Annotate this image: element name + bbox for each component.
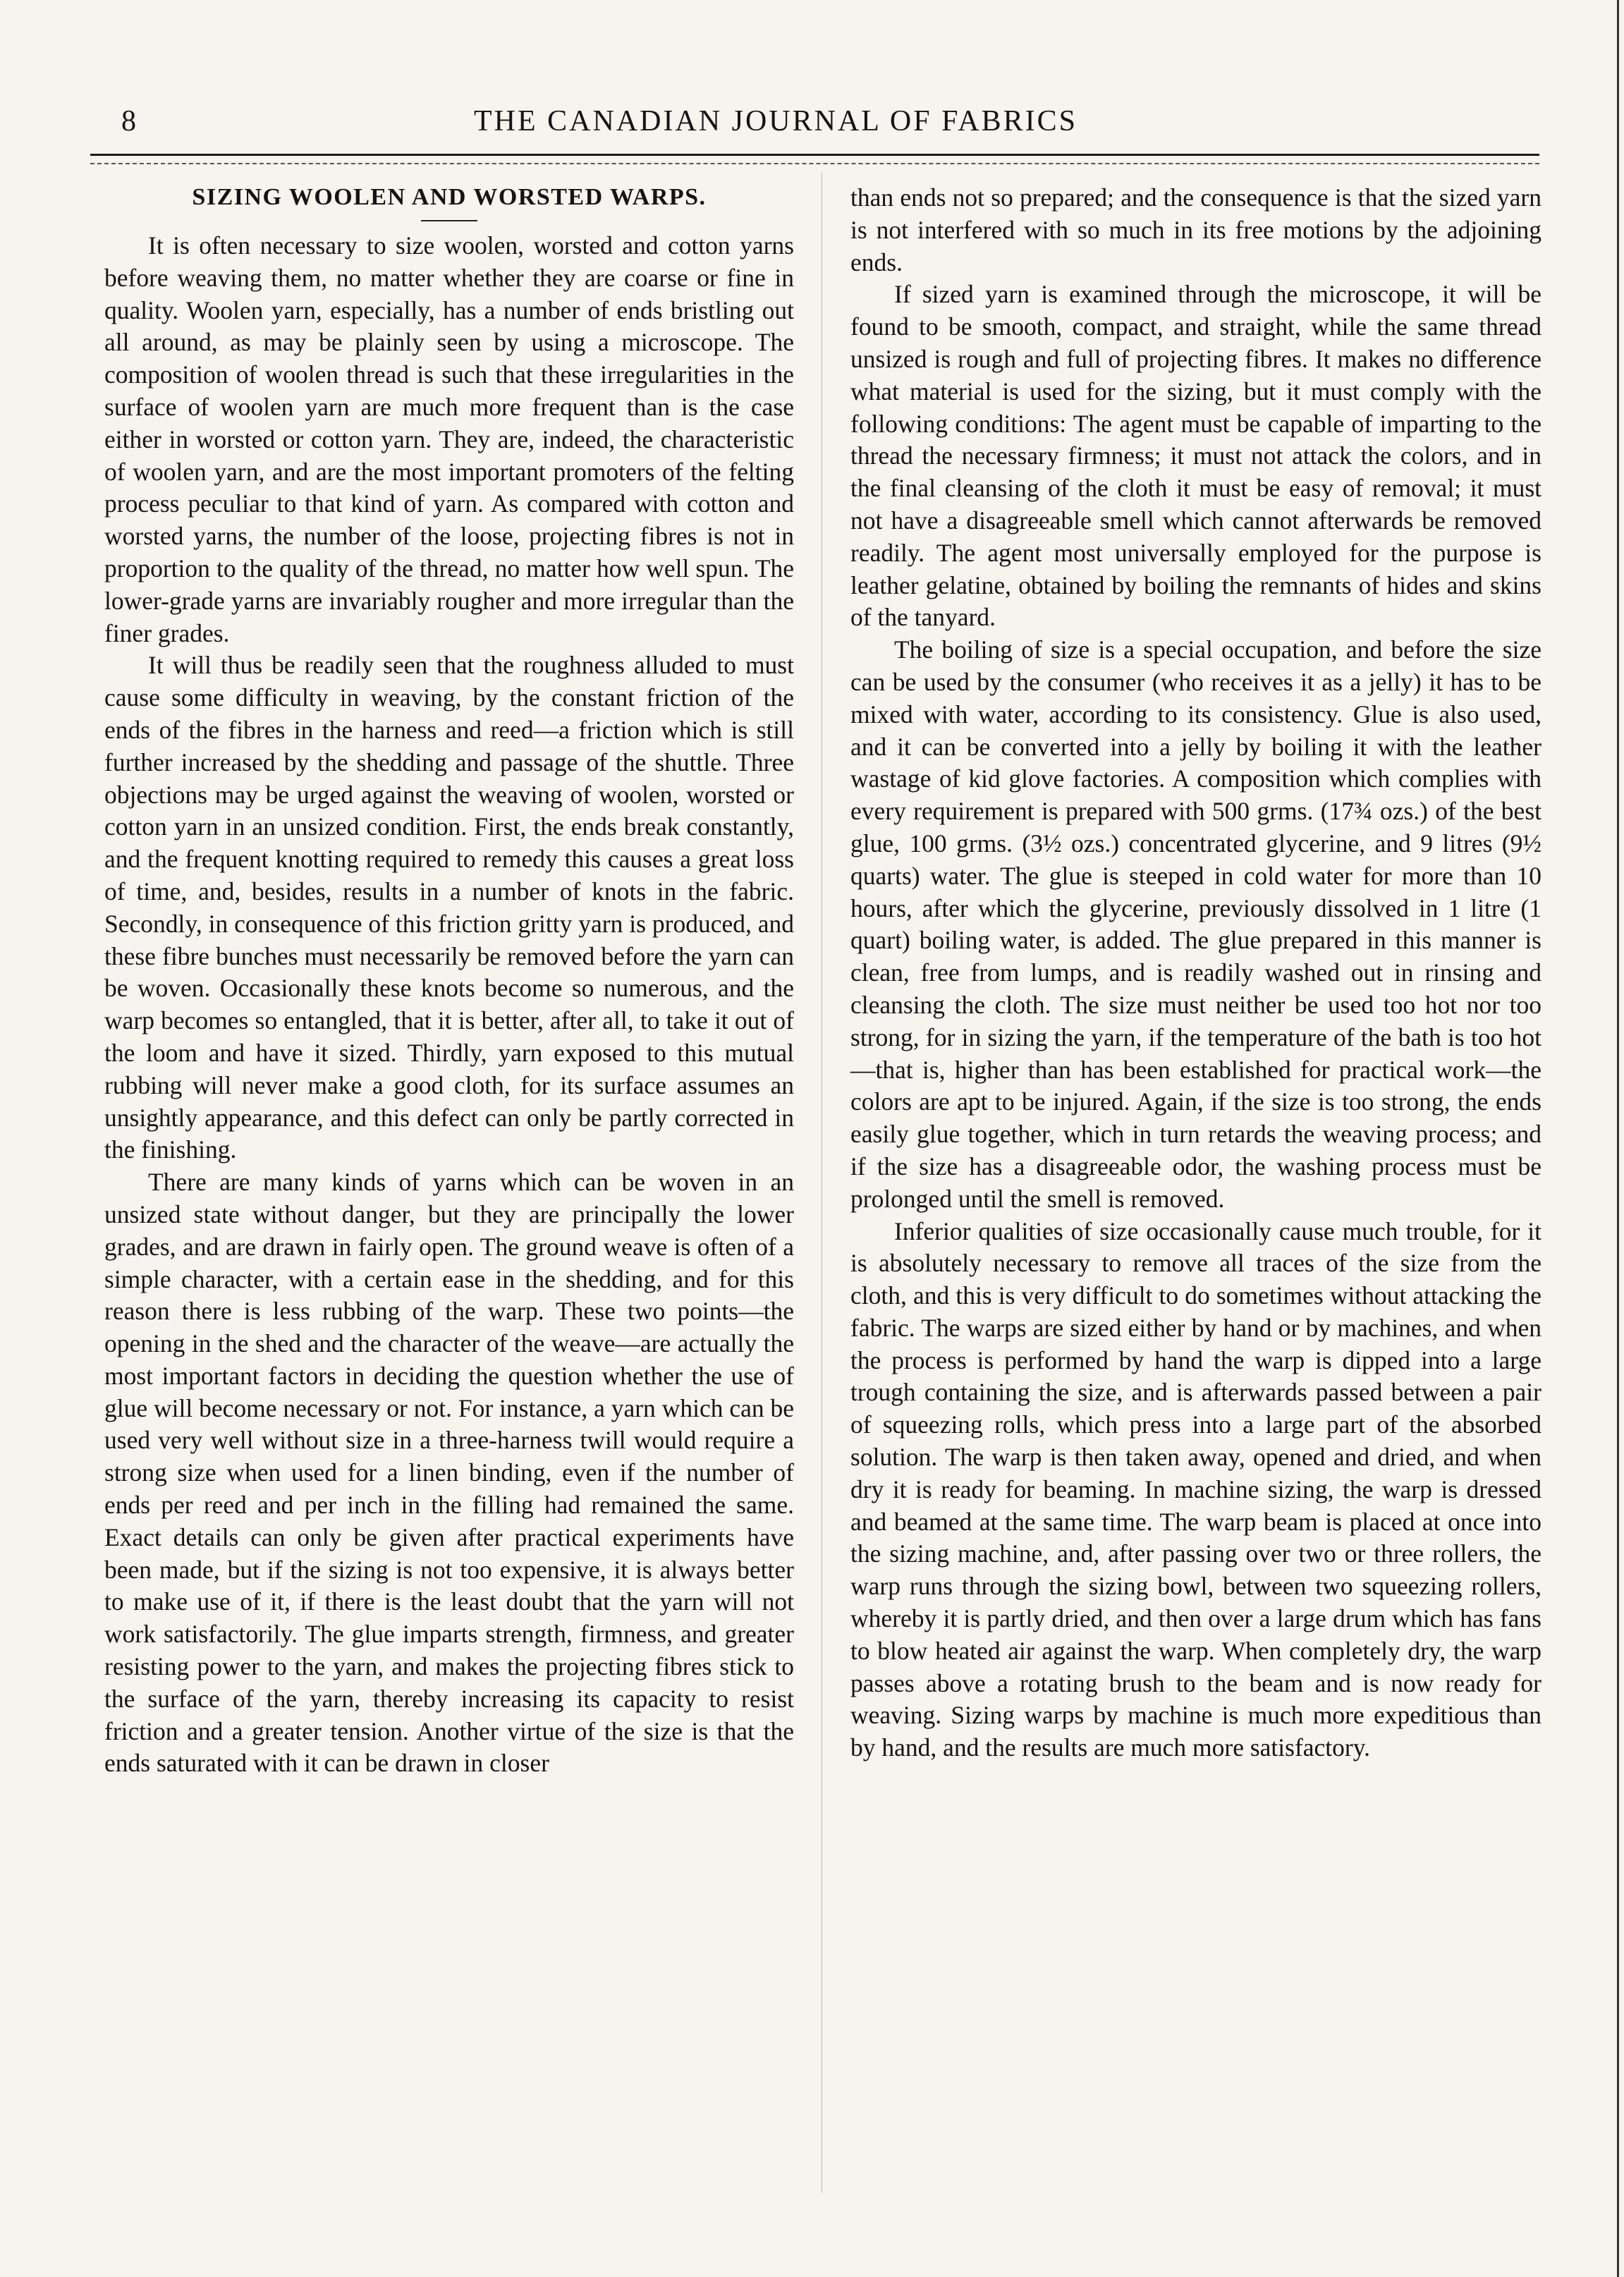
running-head: THE CANADIAN JOURNAL OF FABRICS	[473, 105, 1078, 138]
header-rule	[90, 154, 1539, 156]
paragraph: There are many kinds of yarns which can be woven in an unsized state without danger, but they are principally the lower grades, and are drawn in fairly open. The ground weave is often of a simple character, with a certain ease in the shedding, and for this reason there is less rubbing of the warp. These two points—the opening in the shed and the character of the weave—are actually the most important factors in deciding the question whether the use of glue will become necessary or not. For instance, a yarn which can be used very well without size in a three-harness twill would require a strong size when used for a linen binding, even if the number of ends per reed and per inch in the filling had remained the same. Exact details can only be given after practical experiments have been made, but if the sizing is not too expensive, it is always better to make use of it, if there is the least doubt that the yarn will not work satisfactorily. The glue imparts strength, firmness, and greater resisting power to the yarn, and makes the projecting fibres stick to the surface of the yarn, thereby increasing its capacity to resist friction and a greater tension. Another virtue of the size is that the ends saturated with it can be drawn in closer	[104, 1168, 794, 1778]
paragraph: Inferior qualities of size occasionally cause much trouble, for it is absolutely necessary to remove all traces of the size from the cloth, and this is very difficult to do sometimes without attacking the fabric. The warps are sized either by hand or by machines, and when the process is performed by hand the warp is dipped into a large trough containing the size, and is afterwards passed between a pair of squeezing rolls, which press into a large part of the absorbed solution. The warp is then taken away, opened and dried, and when dry it is ready for beaming. In machine sizing, the warp is dressed and beamed at the same time. The warp beam is placed at once into the sizing machine, and, after passing over two or three rollers, the warp runs through the sizing bowl, between two squeezing rollers, whereby it is partly dried, and then over a large drum which has fans to blow heated air against the warp. When completely dry, the warp passes above a rotating brush to the beam and is now ready for weaving. Sizing warps by machine is much more expeditious than by hand, and the results are much more satisfactory.	[850, 1216, 1541, 1762]
page-edge	[1617, 0, 1619, 2277]
right-column	[850, 182, 1541, 1764]
paragraph: The boiling of size is a special occupation, and before the size can be used by the consumer (who receives it as a jelly) it has to be mixed with water, according to its consistency. Glue is also used, and it can be converted into a jelly by boiling it with the leather wastage of kid glove factories. A composition which complies with every requirement is prepared with 500 grms. (17¾ ozs.) of the best glue, 100 grms. (3½ ozs.) concentrated glycerine, and 9 litres (9½ quarts) water. The glue is steeped in cold water for more than 10 hours, after which the glycerine, previously dissolved in 1 litre (1 quart) boiling water, is added. The glue prepared in this manner is clean, free from lumps, and is readily washed out in rinsing and cleansing the cloth. The size must neither be used too hot nor too strong, for in sizing the yarn, if the temperature of the bath is too hot—that is, higher than has been established for practical work—the colors are apt to be injured. Again, if the size is too strong, the ends easily glue together, which in turn retards the weaving process; and if the size has a disagreeable odor, the washing process must be prolonged until the smell is removed.	[850, 635, 1541, 1213]
paragraph: It will thus be readily seen that the roughness alluded to must cause some difficulty in weaving, by the constant friction of the ends of the fibres in the harness and reed—a friction which is still further increased by the shedding and passage of the shuttle. Three objections may be urged against the weaving of woolen, worsted or cotton yarn in an unsized condition. First, the ends break constantly, and the frequent knotting required to remedy this causes a great loss of time, and, besides, results in a number of knots in the fabric. Secondly, in consequence of this friction gritty yarn is produced, and these fibre bunches must necessarily be removed before the yarn can be woven. Occasionally these knots become so numerous, and the warp becomes so entangled, that it is better, after all, to take it out of the loom and have it sized. Thirdly, yarn exposed to this mutual rubbing will never make a good cloth, for its surface assumes an unsightly appearance, and this defect can only be partly corrected in the finishing.	[104, 651, 794, 1164]
paragraph: than ends not so prepared; and the consequence is that the sized yarn is not interfered with so much in its free motions by the adjoining ends.	[850, 183, 1541, 276]
article-title: SIZING WOOLEN AND WORSTED WARPS.	[192, 184, 707, 210]
title-rule	[421, 220, 477, 221]
header-rule-dashed	[90, 163, 1539, 164]
paragraph: If sized yarn is examined through the microscope, it will be found to be smooth, compact, and straight, while the same thread unsized is rough and full of projecting fibres. It makes no difference what material is used for the sizing, but it must comply with the following conditions: The agent must be capable of imparting to the thread the necessary firmness; it must not attack the colors, and in the final cleansing of the cloth it must be easy of removal; it must not have a disagreeable smell which cannot afterwards be removed readily. The agent most universally employed for the purpose is leather gelatine, obtained by boiling the remnants of hides and skins of the tanyard.	[850, 280, 1541, 632]
page-number: 8	[121, 105, 137, 138]
page-header	[106, 104, 1446, 147]
left-column	[104, 182, 794, 1780]
paragraph: It is often necessary to size woolen, worsted and cotton yarns before weaving them, no matter whether they are coarse or fine in quality. Woolen yarn, especially, has a number of ends bristling out all around, as may be plainly seen by using a microscope. The composition of woolen thread is such that these irregularities in the surface of woolen yarn are much more frequent than is the case either in worsted or cotton yarn. They are, indeed, the characteristic of woolen yarn, and are the most important promoters of the felting process peculiar to that kind of yarn. As compared with cotton and worsted yarns, the number of the loose, projecting fibres is not in proportion to the quality of the thread, no matter how well spun. The lower-grade yarns are invariably rougher and more irregular than the finer grades.	[104, 231, 794, 647]
